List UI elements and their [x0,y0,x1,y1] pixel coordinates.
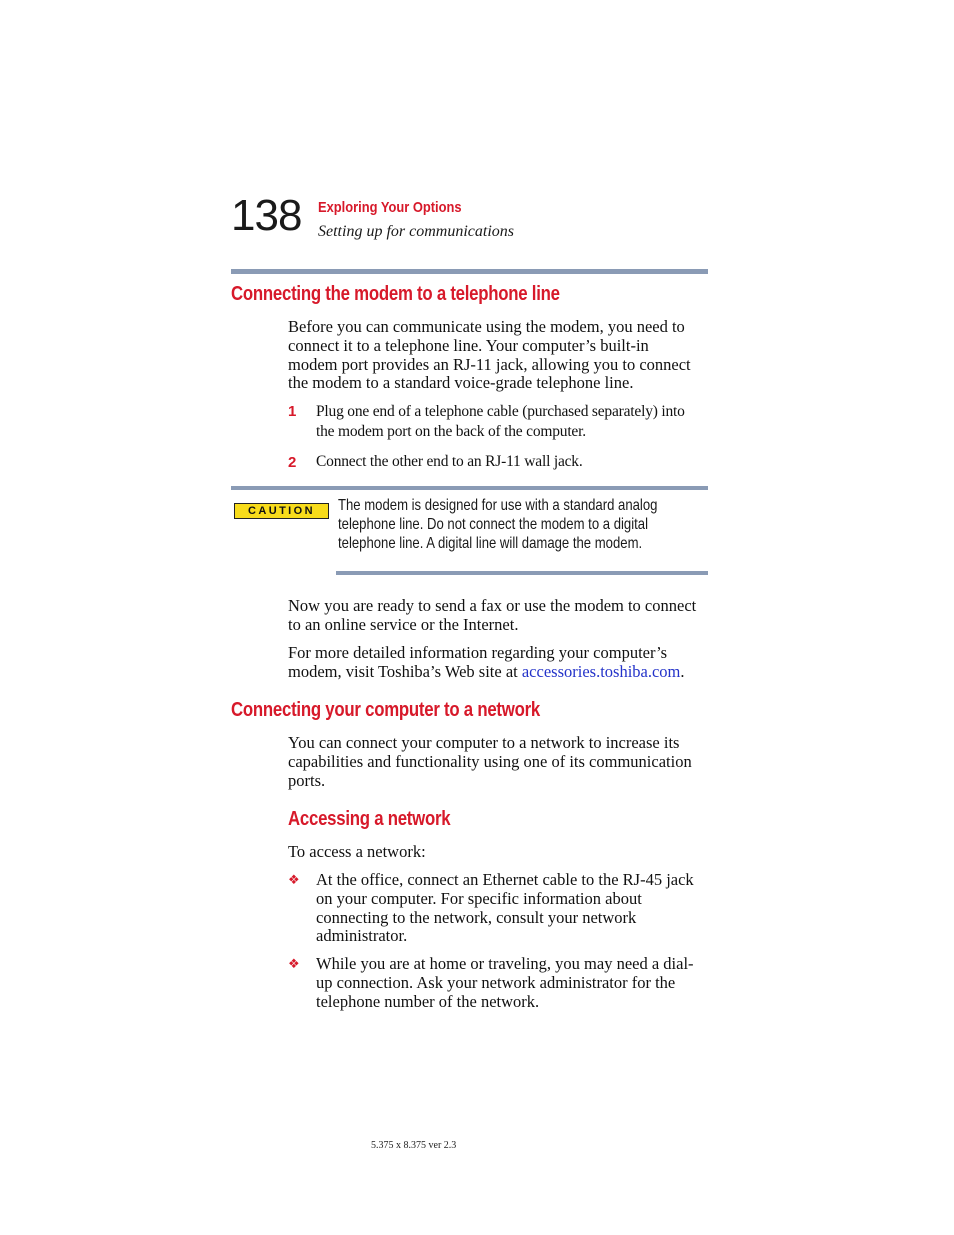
step-number: 1 [288,403,297,420]
text-fragment: modem, visit Toshiba’s Web site at [288,661,522,681]
text-line: administrator. [316,926,408,946]
bullet-diamond-icon: ❖ [288,957,300,972]
caution-badge: CAUTION [234,503,329,519]
modem-intro-paragraph [288,318,718,393]
text-line [288,663,718,682]
section-divider [231,269,708,274]
text-line: The modem is designed for use with a standard analog [338,497,658,514]
caution-bottom-rule [336,571,708,575]
bullet-item [316,955,736,1011]
page-footer: 5.375 x 8.375 ver 2.3 [371,1140,457,1151]
step-text [316,452,736,472]
text-line: Now you are ready to send a fax or use the modem to connect [288,596,697,615]
text-line: on your computer. For specific information about [316,888,642,908]
bullet-item [316,871,736,946]
ready-paragraph [288,597,718,635]
text-line: the modem port on the back of the computer. [316,423,586,440]
toshiba-accessories-link[interactable]: accessories.toshiba.com [521,661,681,681]
section-heading-modem: Connecting the modem to a telephone line [231,283,560,305]
text-line: connect it to a telephone line. Your computer’s built-in [288,335,649,355]
caution-text [338,497,666,553]
text-line: connecting to the network, consult your network [316,907,637,927]
text-line: Connect the other end to an RJ-11 wall jack. [316,453,583,470]
step-number: 2 [288,454,297,471]
chapter-title: Exploring Your Options [318,199,462,216]
access-network-intro: To access a network: [288,842,426,861]
text-line: Before you can communicate using the modem, you need to [288,317,685,336]
section-subtitle: Setting up for communications [318,223,514,240]
text-line: While you are at home or traveling, you may need a dial- [316,954,694,973]
text-line: You can connect your computer to a network to increase its [288,733,680,752]
text-line: to an online service or the Internet. [288,614,519,634]
text-line: up connection. Ask your network administrator for the [316,972,676,992]
text-line: At the office, connect an Ethernet cable to the RJ-45 jack [316,870,694,889]
section-heading-network: Connecting your computer to a network [231,699,540,721]
text-line: ports. [288,770,326,790]
page-number: 138 [231,191,302,240]
step-text [316,402,736,442]
text-line: For more detailed information regarding your computer’s [288,643,668,662]
text-line: telephone line. A digital line will damage the modem. [338,534,643,552]
caution-top-rule [231,486,708,490]
subsection-heading-accessing-network: Accessing a network [288,808,451,830]
text-line: telephone number of the network. [316,991,540,1011]
text-line: Plug one end of a telephone cable (purchased separately) into [316,403,685,420]
text-line: capabilities and functionality using one of its communication [288,751,692,771]
more-info-paragraph [288,644,718,682]
text-line: telephone line. Do not connect the modem to a digital [338,515,648,533]
bullet-diamond-icon: ❖ [288,873,300,888]
text-line: the modem to a standard voice-grade telephone line. [288,373,634,393]
text-fragment: . [680,661,685,681]
network-intro-paragraph [288,734,718,790]
text-line: modem port provides an RJ-11 jack, allowing you to connect [288,354,691,374]
